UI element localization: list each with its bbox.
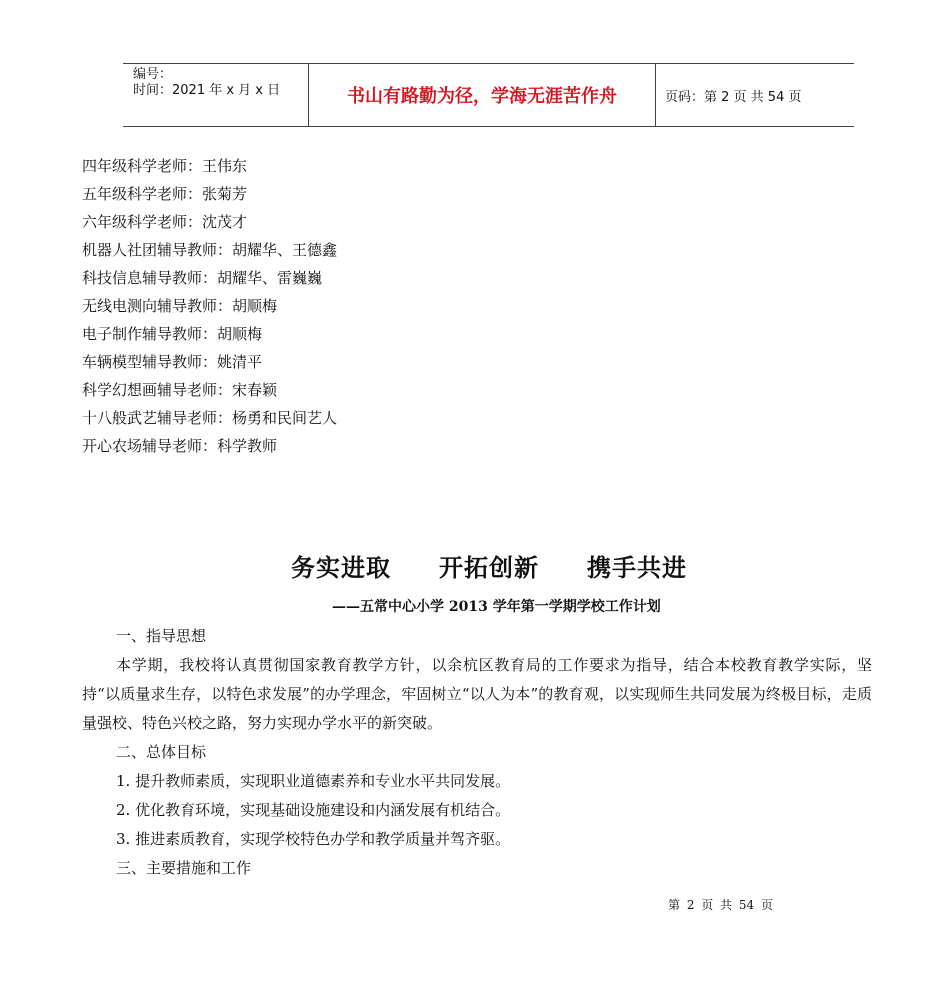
header-number-label: 编号： bbox=[133, 67, 173, 82]
roster-line: 四年级科学老师：王伟东 bbox=[82, 157, 248, 175]
teacher-roster bbox=[82, 152, 337, 460]
roster-line: 车辆模型辅导教师：姚清平 bbox=[82, 353, 263, 371]
document-body bbox=[82, 622, 872, 883]
page-footer: 第 2 页 共 54 页 bbox=[668, 898, 773, 912]
goal-item: 3. 推进素质教育，实现学校特色办学和教学质量并驾齐驱。 bbox=[116, 830, 511, 848]
title-part-2: 开拓创新 bbox=[439, 554, 539, 582]
roster-line: 五年级科学老师：张菊芳 bbox=[82, 185, 248, 203]
roster-line: 六年级科学老师：沈茂才 bbox=[82, 213, 248, 231]
roster-line: 开心农场辅导老师：科学教师 bbox=[82, 437, 278, 455]
document-subtitle: ——五常中心小学 2013 学年第一学期学校工作计划 bbox=[332, 599, 661, 615]
roster-line: 电子制作辅导教师：胡顺梅 bbox=[82, 325, 263, 343]
section-heading: 三、主要措施和工作 bbox=[116, 859, 252, 877]
title-part-3: 携手共进 bbox=[587, 554, 687, 582]
roster-line: 机器人社团辅导教师：胡耀华、王德鑫 bbox=[82, 241, 338, 259]
section-heading: 二、总体目标 bbox=[116, 743, 207, 761]
header-meta bbox=[123, 64, 309, 126]
roster-line: 十八般武艺辅导老师：杨勇和民间艺人 bbox=[82, 409, 338, 427]
section-paragraph: 本学期，我校将认真贯彻国家教育教学方针，以余杭区教育局的工作要求为指导，结合本校教育教学实际，坚持“以质量求生存，以特色求发展”的办学理念，牢固树立“以人为本”的教育观，以实现师生共同发展为终极目标，走质量强校、特色兴校之路，努力实现办学水平的新突破。 bbox=[82, 656, 872, 732]
roster-line: 科学幻想画辅导老师：宋春颖 bbox=[82, 381, 278, 399]
page-header bbox=[123, 63, 854, 127]
section-heading: 一、指导思想 bbox=[116, 627, 207, 645]
header-page-code: 页码：第 2 页 共 54 页 bbox=[665, 89, 802, 105]
goal-item: 2. 优化教育环境，实现基础设施建设和内涵发展有机结合。 bbox=[116, 801, 511, 819]
document-title bbox=[0, 548, 950, 583]
roster-line: 科技信息辅导教师：胡耀华、雷巍巍 bbox=[82, 269, 323, 287]
goal-item: 1. 提升教师素质，实现职业道德素养和专业水平共同发展。 bbox=[116, 772, 511, 790]
roster-line: 无线电测向辅导教师：胡顺梅 bbox=[82, 297, 278, 315]
title-part-1: 务实进取 bbox=[291, 554, 391, 582]
header-time-label: 时间：2021 年 x 月 x 日 bbox=[133, 83, 281, 98]
header-motto: 书山有路勤为径，学海无涯苦作舟 bbox=[309, 64, 656, 126]
